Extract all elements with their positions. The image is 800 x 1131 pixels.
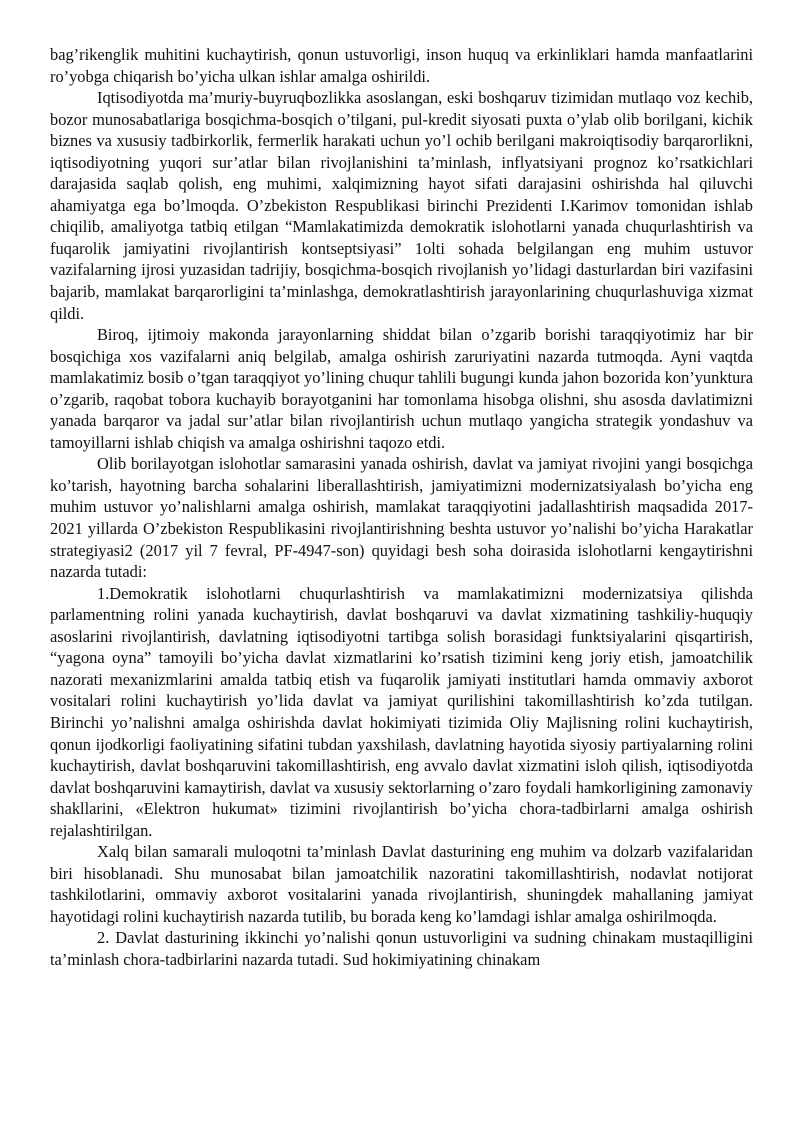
paragraph-economy-reforms: Iqtisodiyotda ma’muriy-buyruqbozlikka asoslangan, eski boshqaruv tizimidan mutlaqo voz kechib, bozor munosabatlariga bosqichma-bosqich o’tilgani, pul-kredit siyosati puxta o’ylab olib borilgani, kichik biznes va xususiy tadbirkorlik, fermerlik harakati uchun yo’l ochib berilgani makroiqtisodiy barqarorlikni, iqtisodiyotning yuqori sur’atlar bilan rivojlanishini ta’minlash, inflyatsiyani prognoz ko’rsatkichlari darajasida saqlab qolish, eng muhimi, xalqimizning hayot sifati darajasini oshirishda hal qiluvchi ahamiyatga ega bo’lmoqda. O’zbekiston Respublikasi birinchi Prezidenti I.Karimov tomonidan ishlab chiqilib, amaliyotga tatbiq etilgan “Mamlakatimizda demokratik islohotlarni yanada chuqurlashtirish va fuqarolik jamiyatini rivojlantirish kontseptsiyasi” 1olti sohada belgilangan eng muhim ustuvor vazifalarning ijrosi yuzasidan tadrijiy, bosqichma-bosqich rivojlanish yo’lidagi dasturlardan biri vazifasini bajarib, mamlakat barqarorligini ta’minlashga, demokratlashtirish jarayonlarining chuqurlashuviga xizmat qildi. (50, 88, 753, 323)
paragraph-direction-1: 1.Demokratik islohotlarni chuqurlashtirish va mamlakatimizni modernizatsiya qilishda parlamentning rolini yanada kuchaytirish, davlat boshqaruvi va davlat xizmatining tashkiliy-huquqiy asoslarini rivojlantirish, davlatning iqtisodiyotni tartibga solish borasidagi funktsiyalarini qisqartirish, “yagona oyna” tamoyili bo’yicha davlat xizmatlarini ko’rsatish tizimini keng joriy etish, jamoatchilik nazorati mexanizmlarini amalda tatbiq etish va fuqarolik jamiyati institutlari hamda ommaviy axborot vositalari rolini kuchaytirish yo’lida davlat va jamiyat qurilishini takomillashtirish ko’zda tutilgan. Birinchi yo’nalishni amalga oshirishda davlat hokimiyati tizimida Oliy Majlisning rolini kuchaytirish, qonun ijodkorligi faoliyatining sifatini tubdan yaxshilash, davlatning hayotida siyosiy partiyalarning rolini kuchaytirish, davlat boshqaruvini takomillashtirish, eng avvalo davlat xizmatini isloh qilish, iqtisodiyotda davlat boshqaruvini kamaytirish, davlat va xususiy sektorlarning o’zaro foydali hamkorligining zamonaviy shakllarini, «Elektron hukumat» tizimini rivojlantirish bo’yicha chora-tadbirlarni amalga oshirish rejalashtirilgan. (50, 583, 753, 840)
paragraph-strategic-approach: Biroq, ijtimoiy makonda jarayonlarning shiddat bilan o’zgarib borishi taraqqiyotimiz har bir bosqichiga xos vazifalarni aniq belgilab, amalga oshirish zaruriyatini nazarda tutmoqda. Ayni vaqtda mamlakatimiz bosib o’tgan taraqqiyot yo’lining chuqur tahlili bugungi kunda jahon bozorida kon’yunktura o’zgarib, raqobat tobora kuchayib borayotganini har tomonlama hisobga olishni, shu asosda davlatimizni yanada barqaror va jadal sur’atlar bilan rivojlantirish uchun mutlaqo yangicha strategik yondashuv va tamoyillarni ishlab chiqish va amalga oshirishni taqozo etdi. (50, 325, 753, 452)
paragraph-direction-2: 2. Davlat dasturining ikkinchi yo’nalishi qonun ustuvorligini va sudning chinakam mustaqilligini ta’minlash chora-tadbirlarini nazarda tutadi. Sud hokimiyatining chinakam (50, 928, 753, 969)
paragraph-continuation: bag’rikenglik muhitini kuchaytirish, qonun ustuvorligi, inson huquq va erkinliklari hamda manfaatlarini ro’yobga chiqarish bo’yicha ulkan ishlar amalga oshirildi. (50, 45, 753, 86)
document-page (50, 44, 753, 971)
paragraph-public-dialogue: Xalq bilan samarali muloqotni ta’minlash Davlat dasturining eng muhim va dolzarb vazifalaridan biri hisoblanadi. Shu munosabat bilan jamoatchilik nazoratini takomillashtirish, nodavlat notijorat tashkilotlarini, ommaviy axborot vositalarini yanada rivojlantirish, shuningdek mahallaning jamiyat hayotidagi rolini kuchaytirish nazarda tutilib, bu borada keng ko’lamdagi ishlar amalga oshirilmoqda. (50, 842, 753, 926)
paragraph-action-strategy: Olib borilayotgan islohotlar samarasini yanada oshirish, davlat va jamiyat rivojini yangi bosqichga ko’tarish, hayotning barcha sohalarini liberallashtirish, jamiyatimizni modernizatsiyalash bo’yicha eng muhim ustuvor yo’nalishlarni amalga oshirish, mamlakat taraqqiyotini jadallashtirish maqsadida 2017-2021 yillarda O’zbekiston Respublikasini rivojlantirishning beshta ustuvor yo’nalishi bo’yicha Harakatlar strategiyasi2 (2017 yil 7 fevral, PF-4947-son) quyidagi besh soha doirasida islohotlarni kengaytirishni nazarda tutadi: (50, 454, 753, 582)
